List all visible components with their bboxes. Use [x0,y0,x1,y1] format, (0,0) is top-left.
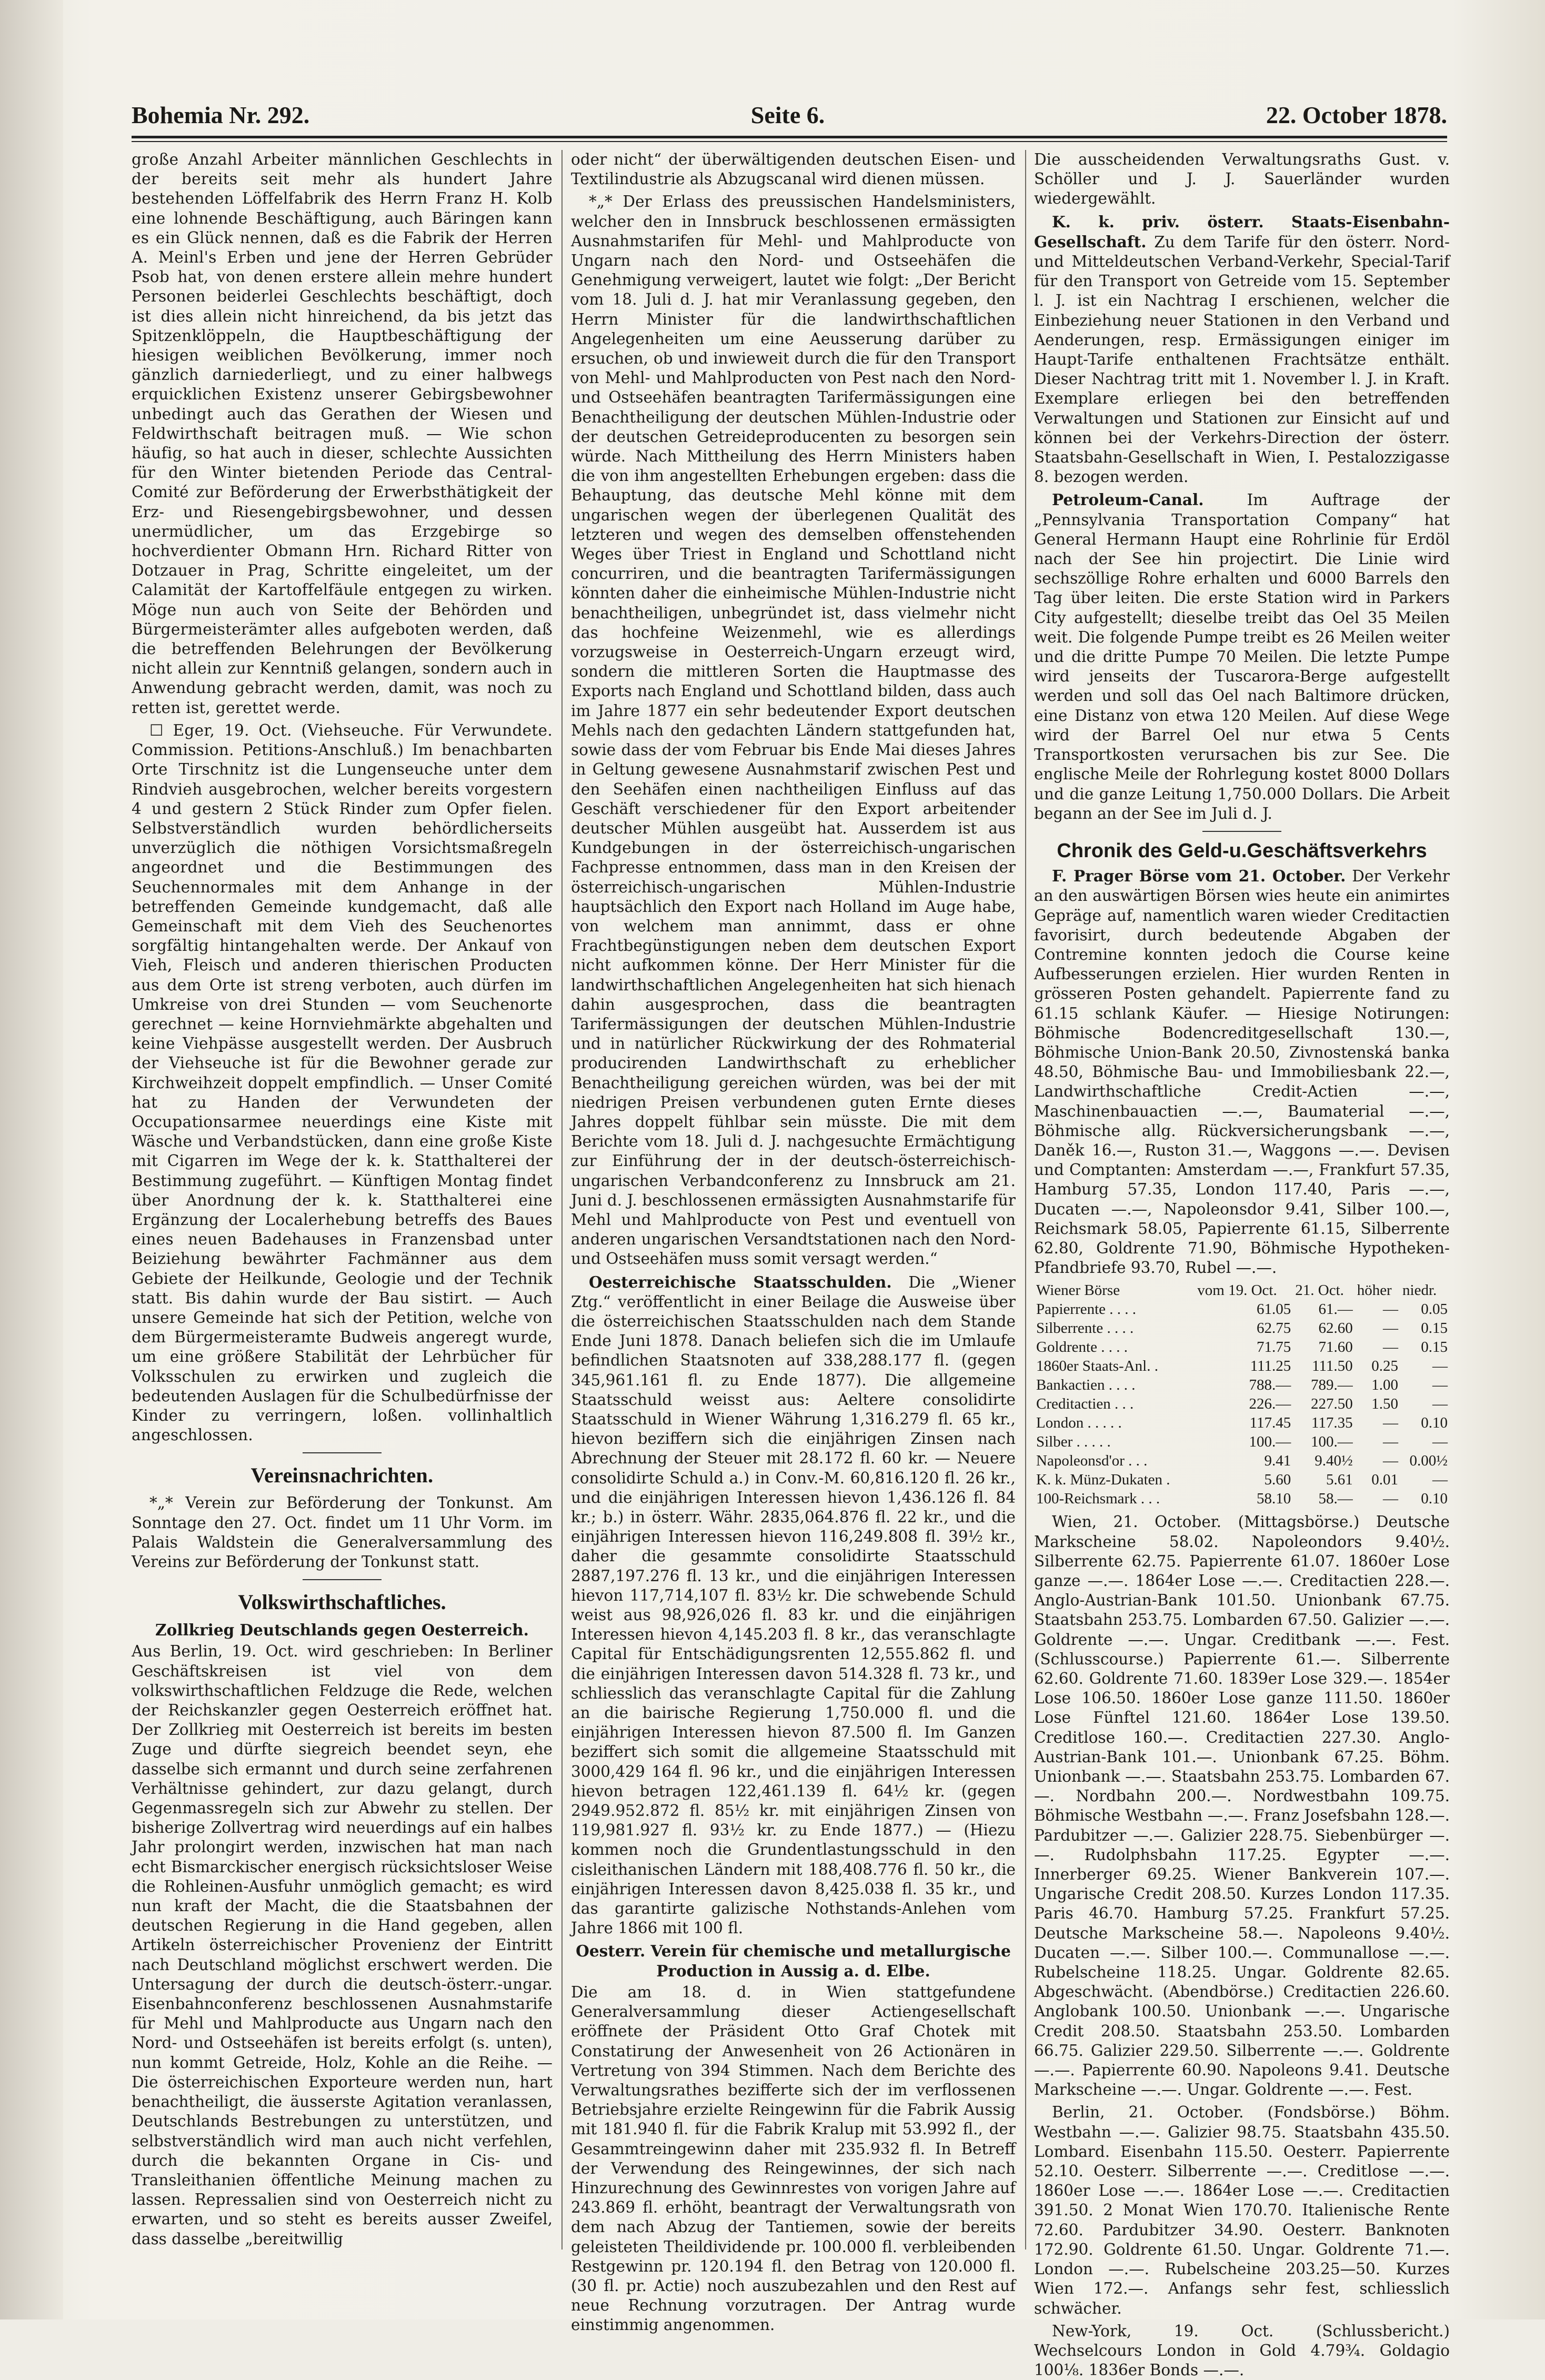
table-cell-security: Silberrente . . . . [1036,1320,1134,1337]
table-cell-value: 111.25 [1250,1358,1291,1375]
table-cell-value: 227.50 [1310,1395,1353,1413]
table-cell-security: Napoleonsd'or . . . [1036,1452,1148,1470]
table-cell-value: — [1432,1395,1448,1413]
article-eger-lead: Eger, 19. Oct. (Viehseuche. Für Verwundete. Commission. Petitions-Anschluß.) [132,721,553,759]
table-cell-security: 100-Reichsmark . . . [1036,1490,1160,1508]
table-cell-value: — [1383,1320,1399,1337]
table-cell-value: 1.00 [1371,1377,1399,1394]
wiener-boerse-header-row [1034,1281,1450,1300]
article-berlin-boerse-text: Berlin, 21. October. (Fondsbörse.) Böhm. Westbahn —.—. Galizier 98.75. Staatsbahn 435.50. Lombard. Eisenbahn 115.50. Oesterr. Papierrente 52.10. Oesterr. Silberrente —.—. Creditlose —.—. 1860er Lose —.—. 1864er Lose —.—. Creditactien 391.50. 2 Monat Wien 170.70. Italienische Rente 72.60. Pardubitzer 34.90. Oesterr. Banknoten 172.90. Goldrente 61.50. Ungar. Goldrente 71.—. London —.—. Rubelscheine 203.25—50. Kurzes Wien 172.—. Anfangs sehr fest, schliesslich schwächer. [1034,2103,1450,2317]
wiener-boerse-table [1034,1281,1450,1508]
table-cell-value: 100.— [1249,1433,1291,1451]
table-cell-security: Bankactien . . . . [1036,1377,1136,1394]
table-row [1034,1451,1450,1470]
masthead-issue: Bohemia Nr. 292. [132,102,310,128]
table-cell-value: — [1432,1358,1448,1375]
section-title-chronik: Chronik des Geld-u.Geschäftsverkehrs [1057,839,1427,862]
article-title-zollkrieg: Zollkrieg Deutschlands gegen Oesterreich. [155,1621,529,1640]
column-divider-2 [1025,150,1026,2250]
table-row [1034,1319,1450,1338]
table-cell-security: Papierrente . . . . [1036,1301,1137,1318]
article-eger-body: Im benachbarten Orte Tirschnitz ist die Lungenseuche unter dem Rindvieh ausgebrochen, welcher bereits vorgestern 4 und gestern 2 Stück Rinder zum Opfer fielen. Selbstverständlich wurden behördlicherseits unverzüglich die nöthigen Vorsichtsmaßregeln angeordnet und die Bestimmungen des Seuchennormales mit dem Anhange in der betreffenden Gemeinde kundgemacht, daß alle Gemeinschaft mit dem Vieh des Seuchenortes sorgfältig hintangehalten werde. Der Ankauf von Vieh, Fleisch und anderen thierischen Producten aus dem Orte ist streng verboten, auch dürfen im Umkreise von drei Stunden — vom Seuchenorte gerechnet — keine Hornviehmärkte abgehalten und keine Viehpässe ausgestellt werden. Der Ausbruch der Viehseuche ist für die Bewohner gerade zur Kirchweihzeit doppelt empfindlich. — Unser Comité hat zu Handen der Verwundeten der Occupationsarmee neuerdings eine Kiste mit Wäsche und Verbandstücken, dann eine große Kiste mit Cigarren im Wege der k. k. Statthalterei der Bestimmung zugeführt. — Künftigen Montag findet über Anordnung der k. k. Statthalterei eine Ergänzung der Localerhebung betreffs des Baues eines neuen Badehauses in Franzensbad unter Beiziehung bewährter Fachmänner aus dem Gebiete der Heilkunde, Geologie und der Technik statt. Bis dahin wurde der Bau sistirt. — Auch unsere Gemeinde hat sich der Petition, welche von dem Bürgermeisteramte Budweis angeregt wurde, um eine größere Stabilität der Lehrbücher für Volksschulen zu erwirken und zugleich die bedeutenden Auslagen für die Schulbedürfnisse der Kinder zu verringern, loßen. vollinhaltlich angeschlossen. [132,741,553,1444]
table-cell-value: 61.05 [1257,1301,1291,1318]
page-header [132,87,1447,129]
table-cell-value: — [1432,1377,1448,1394]
table-cell-value: — [1383,1490,1399,1508]
table-cell-value: — [1383,1301,1399,1318]
article-eger-text [132,721,553,1445]
article-title-aussig-verein: Oesterr. Verein für chemische und metallurgische Production in Aussig a. d. Elbe. [576,1942,1011,1980]
article-petroleum-text: Im Auftrage der „Pennsylvania Transportation Company“ hat General Hermann Haupt eine Rohrlinie für Erdöl nach der See hin projectirt. Die Linie wird sechszöllige Rohre erhalten und 6000 Barrels den Tag über leiten. Die erste Station wird in Parkers City aufgestellt; dieselbe treibt das Oel 35 Meilen weit. Die folgende Pumpe treibt es 26 Meilen weiter und die dritte Pumpe 70 Meilen. Die letzte Pumpe wird jenseits der Tuscarora-Berge aufgestellt werden und soll das Oel nach Baltimore drücken, eine Distanz von etwa 120 Meilen. Auf diese Wege wird der Barrel Oel nur etwa 5 Cents Transportkosten verursachen bis zur See. Die englische Meile der Rohrlegung kostet 8000 Dollars und die ganze Leitung 1,750.000 Dollars. Die Arbeit begann an der See im Juli d. J. [1034,491,1450,822]
table-cell-value: 62.60 [1318,1320,1353,1337]
article-title-petroleum: Petroleum-Canal. [1052,490,1204,509]
table-cell-value: 1.50 [1371,1395,1399,1413]
table-cell-value: 5.61 [1326,1471,1353,1489]
table-cell-value: 71.75 [1257,1339,1291,1356]
article-title-prager-boerse: F. Prager Börse vom 21. October. [1052,867,1346,886]
table-row [1034,1432,1450,1451]
table-cell-value: 0.15 [1421,1339,1448,1356]
column-divider-1 [561,150,563,2250]
article-tonkunst-text: *„* Verein zur Beförderung der Tonkunst. Am Sonntage den 27. Oct. findet um 11 Uhr Vorm. im Palais Waldstein die Generalversammlung des Vereins zur Beförderung der Tonkunst statt. [132,1494,553,1571]
table-row [1034,1413,1450,1432]
article-wien-boerse-text: Wien, 21. October. (Mittagsbörse.) Deutsche Markscheine 58.02. Napoleondors 9.40½. Silberrente 62.75. Papierrente 61.07. 1860er Lose ganze —.—. 1864er Lose —.—. Creditactien 228.—. Anglo-Austrian-Bank 101.50. Unionbank 67.75. Staatsbahn 253.75. Lombarden 67.50. Galizier —.—. Goldrente —.—. Ungar. Creditbank —.—. Fest. (Schlusscourse.) Papierrente 61.—. Silberrente 62.60. Goldrente 71.60. 1839er Lose 329.—. 1854er Lose 106.50. 1860er Lose ganze 111.50. 1860er Lose Fünftel 121.60. 1864er Lose 139.50. Creditlose 160.—. Creditactien 227.30. Anglo-Austrian-Bank 101.—. Unionbank 67.25. Böhm. Unionbank —.—. Staatsbahn 253.75. Lombarden 67.—. Nordbahn 200.—. Nordwestbahn 109.75. Böhmische Westbahn —.—. Franz Josefsbahn 128.—. Pardubitzer —.—. Galizier 228.75. Siebenbürger —.—. Rudolphsbahn 117.25. Egypter —.—. Innerberger 69.25. Wiener Bankverein 107.—. Ungarische Credit 208.50. Kurzes London 117.35. Paris 46.70. Hamburg 57.25. Frankfurt 57.25. Deutsche Markscheine 58.—. Napoleons 9.40½. Ducaten —.—. Silber 100.—. Communallose —.—. Rubelscheine 118.25. Ungar. Goldrente 82.65. Abgeschwächt. (Abendbörse.) Creditactien 226.60. Anglobank 100.50. Unionbank —.—. Ungarische Credit 208.50. Staatsbahn 253.50. Lombarden 66.75. Galizier 229.50. Silberrente —.—. Goldrente —.—. Papierrente 60.90. Napoleons 9.41. Deutsche Markscheine —.—. Ungar. Goldrente —.—. Fest. [1034,1513,1450,2099]
article-zollkrieg-text: Aus Berlin, 19. Oct. wird geschrieben: In Berliner Geschäftskreisen ist viel von dem volkswirthschaftlichen Feldzuge die Rede, welchen der Reichskanzler gegen Oesterreich eröffnet hat. Der Zollkrieg mit Oesterreich ist bereits im besten Zuge und dürfte siegreich beendet seyn, ehe dasselbe sich ermannt und durch seine zerfahrenen Verhältnisse gehindert, zur dazu gelangt, durch Gegenmassregeln sich zur Abwehr zu stellen. Der bisherige Zollvertrag wird neuerdings auf ein halbes Jahr prolongirt werden, inzwischen hat man nach echt Bismarckischer energisch rücksichtsloser Weise die Rohleinen-Ausfuhr unmöglich gemacht; es wird nun kraft der Macht, die die Staatsbahnen der deutschen Regierung in die Hand gegeben, allen Artikeln österreichischer Provenienz der Eintritt nach Deutschland möglichst erschwert werden. Die Untersagung der durch die deutsch-österr.-ungar. Eisenbahnconferenz beschlossenen Ausnahmstarife für Mehl und Mahlproducte aus Ungarn nach den Nord- und Ostseehäfen ist bereits erfolgt (s. unten), nun kommt Getreide, Holz, Kohle an die Reihe. — Die österreichischen Exporteure werden nun, hart benachtheiligt, die äusserste Agitation veranlassen, Deutschlands Bestrebungen zu unterstützen, und selbstverständlich wird man auch nicht verfehlen, durch die bekannten Organe in Cis- und Transleithanien öffentliche Meinung machen zu lassen. Repressalien sind von Oesterreich nicht zu erwarten, und so steht es bereits ausser Zweifel, dass dasselbe „bereitwillig [132,1642,553,2248]
article-newyork-text: New-York, 19. Oct. (Schlussbericht.) Wechselcours London in Gold 4.79¾. Goldagio 100⅛. 1836er Bonds —.—. [1034,2322,1450,2379]
article-prager-boerse [1034,866,1450,1278]
checkbox-glyph-icon: ☐ [149,721,173,739]
table-cell-value: 788.— [1249,1377,1291,1394]
column-2 [571,150,1016,2334]
table-cell-value: 9.40½ [1315,1452,1353,1470]
table-cell-security: K. k. Münz-Dukaten . [1036,1471,1170,1489]
table-cell-value: 0.15 [1421,1320,1448,1337]
table-cell-value: 62.75 [1257,1320,1291,1337]
table-cell-value: — [1383,1452,1399,1470]
table-cell-security: Silber . . . . . [1036,1433,1111,1451]
article-petroleum [1034,490,1450,823]
table-cell-value: 0.00½ [1409,1452,1448,1470]
table-cell-value: 117.45 [1249,1414,1291,1432]
article-aussig-continued: Die ausscheidenden Verwaltungsraths Gust. v. Schöller und J. J. Sauerländer wurden wiedergewählt. [1034,150,1450,208]
article-title-staatsbahn: K. k. priv. österr. Staats-Eisenbahn-Gesellschaft. [1034,212,1450,251]
table-cell-value: 5.60 [1264,1471,1291,1489]
table-cell-value: 789.— [1310,1377,1353,1394]
table-row [1034,1489,1450,1508]
table-cell-security: London . . . . . [1036,1414,1122,1432]
column-header-niedr: niedr. [1402,1282,1437,1299]
table-cell-value: 226.— [1249,1395,1291,1413]
wiener-boerse-rows [1034,1300,1450,1508]
table-row [1034,1338,1450,1357]
table-cell-value: 0.10 [1421,1414,1448,1432]
table-cell-security: Creditactien . . . [1036,1395,1134,1413]
table-row [1034,1357,1450,1375]
table-row [1034,1375,1450,1394]
header-rule-thick [132,136,1447,138]
article-zollkrieg-continued: oder nicht“ der überwältigenden deutschen Eisen- und Textilindustrie als Abzugscanal wird dienen müssen. [571,150,1016,188]
section-divider [303,1452,382,1453]
table-cell-value: 58.10 [1257,1490,1291,1508]
table-cell-value: — [1432,1433,1448,1451]
page-binding-edge [0,0,63,2319]
header-rule-thin [132,141,1447,142]
table-cell-security: Goldrente . . . . [1036,1339,1128,1356]
section-title-vereinsnachrichten: Vereinsnachrichten. [250,1463,434,1488]
table-cell-value: 58.— [1318,1490,1353,1508]
table-cell-value: — [1432,1471,1448,1489]
table-cell-value: 71.60 [1318,1339,1353,1356]
wiener-boerse-title: Wiener Börse [1036,1282,1120,1299]
column-header-19-oct: vom 19. Oct. [1197,1282,1277,1299]
table-cell-value: 9.41 [1264,1452,1291,1470]
section-divider [303,1579,382,1580]
article-handelsminister-text: *„* Der Erlass des preussischen Handelsministers, welcher den in Innsbruck beschlossenen ermässigten Ausnahmstarifen für Mehl- und Mahlproducte von Ungarn nach den Nord- und Ostseehäfen die Genehmigung verweigert, lautet wie folgt: „Der Bericht vom 18. Juli d. J. hat mir Veranlassung gegeben, den Herrn Minister für die landwirthschaftlichen Angelegenheiten um eine Aeusserung darüber zu ersuchen, ob und inwieweit durch die für den Transport von Mehl- und Mahlproducten von Pest nach den Nord- und Ostseehäfen beantragten Tarifermässigungen eine Benachtheiligung der deutschen Mühlen-Industrie oder der deutschen Getreideproducenten zu besorgen sein würde. Nach Mittheilung des Herrn Ministers haben die von ihm angestellten Erhebungen ergeben: dass die Behauptung, das deutsche Mehl könne mit dem ungarischen wegen der überlegenen Qualität des letzteren und wegen des demselben offenstehenden Weges über Triest in England und Schottland nicht concurriren, und die beantragten Tarifermässigungen könnten daher die einheimische Mühlen-Industrie nicht benachtheiligen, unbegründet ist, dass vielmehr nicht das hochfeine Weizenmehl, wie es allerdings vorzugsweise in Oesterreich-Ungarn erzeugt wird, sondern die mittleren Sorten die Hauptmasse des Exports nach England und Schottland bilden, dass auch im Jahre 1877 ein sehr bedeutender Export deutschen Mehls nach den gedachten Ländern stattgefunden hat, sowie dass der vom Februar bis Ende Mai dieses Jahres in Geltung gewesene Ausnahmstarif zwischen Pest und den Seehäfen einen nachtheiligen Einfluss auf das Geschäft verschiedener für den Export arbeitender deutscher Mühlen ausgeübt hat. Ausserdem ist aus Kundgebungen in der österreichisch-ungarischen Fachpresse entnommen, dass man in den Kreisen der österreichisch-ungarischen Mühlen-Industrie hauptsächlich den Export nach Holland im Auge habe, von welchem man annimmt, dass er ohne Frachtbegünstigungen neben dem deutschen Export nicht aufkommen könne. Der Herr Minister für die landwirthschaftlichen Angelegenheiten hat sich hienach dahin ausgesprochen, dass die beantragten Tarifermässigungen der deutschen Mühlen-Industrie und in natürlicher Rückwirkung der des Rohmaterial producirenden Landwirthschaft zu erheblicher Benachtheiligung gereichen würden, was bei der mit niedrigen Preisen verbundenen guten Ernte dieses Jahres doppelt fühlbar sein müsste. Die mit dem Berichte vom 18. Juli d. J. nachgesuchte Ermächtigung zur Einführung der in der deutsch-österreichisch-ungarischen Verbandconferenz zu Innsbruck am 21. Juni d. J. beschlossenen ermässigten Ausnahmstarife für Mehl und Mahlproducte von Pest und eventuell von anderen ungarischen Versandtstationen nach den Nord- und Ostseehäfen muss somit versagt werden.“ [571,193,1016,1268]
article-staatsschulden [571,1272,1016,1939]
table-cell-value: — [1383,1414,1399,1432]
issue-date: 22. October 1878. [1266,102,1447,128]
table-cell-value: 0.25 [1371,1358,1399,1375]
article-aussig-verein-text: Die am 18. d. in Wien stattgefundene Generalversammlung dieser Actiengesellschaft eröffnete der Präsident Otto Graf Chotek mit Constatirung der Anwesenheit von 26 Actionären in Vertretung von 394 Stimmen. Nach dem Berichte des Verwaltungsrathes bezifferte sich der im verflossenen Betriebsjahre erzielte Reingewinn für die Fabrik Aussig mit 181.940 fl. für die Fabrik Kralup mit 53.992 fl., der Gesammtreingewinn daher mit 235.932 fl. In Betreff der Verwendung des Reingewinnes, der sich nach Hinzurechnung des Gewinnrestes von vorigen Jahre auf 243.869 fl. erhöht, beantragt der Verwaltungsrath von dem nach Abzug der Tantiemen, sowie der bereits geleisteten Theildividende pr. 100.000 fl. verbleibenden Restgewinn pr. 120.194 fl. den Betrag von 120.000 fl. (30 fl. pr. Actie) noch auszubezahlen und den Rest auf neue Rechnung vorzutragen. Der Antrag wurde einstimmig angenommen. [571,1983,1016,2334]
article-title-staatsschulden: Oesterreichische Staatsschulden. [589,1272,892,1291]
column-header-hoeher: höher [1357,1282,1392,1299]
table-row [1034,1394,1450,1413]
table-cell-value: 0.10 [1421,1490,1448,1508]
table-cell-security: 1860er Staats-Anl. . [1036,1358,1158,1375]
section-divider [1202,831,1281,832]
table-cell-value: 117.35 [1311,1414,1353,1432]
column-header-21-oct: 21. Oct. [1295,1282,1344,1299]
table-row [1034,1300,1450,1319]
table-row [1034,1470,1450,1489]
table-cell-value: 111.50 [1312,1358,1353,1375]
table-cell-value: 0.05 [1421,1301,1448,1318]
table-cell-value: 100.— [1310,1433,1353,1451]
section-title-volkswirthschaftliches: Volkswirthschaftliches. [238,1590,446,1614]
article-erzgebirge-text: große Anzahl Arbeiter männlichen Geschlechts in der bereits seit mehr als hundert Jahre bestehenden Löffelfabrik des Herrn Franz H. Kolb eine lohnende Beschäftigung, auch Bäringen kann es ein Glück nennen, daß es die Fabrik der Herren A. Meinl's Erben und jene der Herren Gebrüder Psob hat, von denen erstere allein mehre hundert Personen beiderlei Geschlechts beschäftigt, doch ist dies allein nicht hinreichend, da bis jetzt das Spitzenklöppeln, die Hauptbeschäftigung der hiesigen weiblichen Bevölkerung, immer noch gänzlich darniederliegt, und zu einer halbwegs erquicklichen Existenz unserer Gebirgsbewohner unbedingt auch das Gerathen der Wiesen und Feldwirthschaft beitragen muß. — Wie schon häufig, so hat auch in dieser, schlechte Aussichten für den Winter bietenden Periode das Central-Comité zur Beförderung der Erwerbsthätigkeit der Erz- und Riesengebirgsbewohner, und dessen unermüdlicher, um das Erzgebirge so hochverdienter Obmann Hrn. Richard Ritter von Dotzauer in Prag, Schritte eingeleitet, um der Calamität der Kartoffelfäule entgegen zu wirken. Möge nun auch von Seite der Behörden und Bürgermeisterämter alles aufgeboten werden, daß die betreffenden Belehrungen der Bevölkerung nicht allein zur Kenntniß gelangen, sondern auch in Anwendung gebracht werden, damit, was noch zu retten ist, gerettet werde. [132,150,553,717]
article-staatsbahn [1034,212,1450,487]
column-1 [132,150,553,2252]
table-cell-value: 0.01 [1371,1471,1399,1489]
article-prager-boerse-text: Der Verkehr an den auswärtigen Börsen wies heute ein animirtes Gepräge auf, namentlich waren wieder Creditactien favorisirt, durch bedeutende Abgaben der Contremine konnten jedoch die Course keine Aufbesserungen erzielen. Hier wurden Renten in grösseren Posten gehandelt. Papierrente fand zu 61.15 schlank Käufer. — Hiesige Notirungen: Böhmische Bodencreditgesellschaft 130.—, Böhmische Union-Bank 20.50, Zivnostenská banka 48.50, Böhmische Bau- und Immobiliesbank 22.—, Landwirthschaftliche Credit-Actien —.—, Maschinenbauactien —.—, Baumaterial —.—, Böhmische allg. Rückversicherungsbank —.—, Daněk 16.—, Ruston 31.—, Waggons —.—. Devisen und Comptanten: Amsterdam —.—, Frankfurt 57.35, Hamburg 57.35, London 117.40, Paris —.—, Ducaten —.—, Napoleonsdor 9.41, Silber 100.—, Reichsmark 58.05, Papierrente 61.15, Silberrente 62.80, Goldrente 71.90, Böhmische Hypotheken-Pfandbriefe 93.70, Rubel —.—. [1034,867,1450,1277]
table-cell-value: — [1383,1339,1399,1356]
table-cell-value: 61.— [1318,1301,1353,1318]
article-staatsschulden-text: Die „Wiener Ztg.“ veröffentlicht in einer Beilage die Ausweise über die österreichischen Staatsschulden nach dem Stande Ende Juni 1878. Danach beliefen sich die im Umlaufe befindlichen Staatsnoten auf 338,288.177 fl. (gegen 345,961.161 fl. zu Ende 1877). Die allgemeine Staatsschuld weisst aus: Aeltere consolidirte Staatsschuld in Wiener Währung 1,316.279 fl. 65 kr., hievon beziffern sich die einjährigen Zinsen nach Abrechnung der Steuer mit 28.172 fl. 60 kr. — Neuere consolidirte Schuld a.) in Conv.-M. 60,816.120 fl. 26 kr., und die einjährigen Interessen hievon 1,436.126 fl. 84 kr.; b.) in österr. Währ. 2835,064.876 fl. 22 kr., und die einjährigen Interessen hievon 116,249.808 fl. 39½ kr., daher die gesammte consolidirte Staatsschuld 2887,197.276 fl. 13 kr., und die einjährigen Interessen hievon 117,714,107 fl. 83½ kr. Die schwebende Schuld weist aus 98,926,026 fl. 83 kr. und die einjährigen Interessen hievon 4,145.203 fl. 8 kr., das veranschlagte Capital für Entschädigungsrenten 12,555.862 fl. und die einjährigen Interessen davon 514.328 fl. 73 kr., und schliesslich das veranschlagte Capital für die Zahlung an die bairische Regierung 1,750.000 fl. und die einjährigen Interessen hievon 87.500 fl. Im Ganzen beziffert sich somit die allgemeine Staatsschuld mit 3000,429 164 fl. 96 kr., und die einjährigen Interessen hievon betragen 122,461.139 fl. 64½ kr. (gegen 2949.952.872 fl. 85½ kr. mit einjährigen Zinsen von 119,981.927 fl. 93½ kr. zu Ende 1877.) — (Hiezu kommen noch die Grundentlastungsschuld in den cisleithanischen Ländern mit 188,408.776 fl. 50 kr., die einjährigen Interessen davon 8,425.038 fl. 35 kr., und das garantirte galizische Nothstands-Anlehen vom Jahre 1866 mit 100 fl. [571,1273,1016,1937]
column-3 [1034,150,1450,2379]
article-staatsbahn-text: Zu dem Tarife für den österr. Nord- und Mitteldeutschen Verband-Verkehr, Special-Tarif für den Transport von Getreide vom 15. September l. J. ist ein Nachtrag I erschienen, welcher die Einbeziehung neuer Stationen in den Verband und Aenderungen, resp. Ermässigungen einiger im Haupt-Tarife enthaltenen Frachtsätze enthält. Dieser Nachtrag tritt mit 1. November l. J. in Kraft. Exemplare erliegen bei den betreffenden Verwaltungen und Stationen zur Einsicht auf und können bei der Verkehrs-Direction der österr. Staatsbahn-Gesellschaft in Wien, I. Pestalozzigasse 8. bezogen werden. [1034,233,1450,486]
table-cell-value: — [1383,1433,1399,1451]
page-number: Seite 6. [750,102,825,128]
